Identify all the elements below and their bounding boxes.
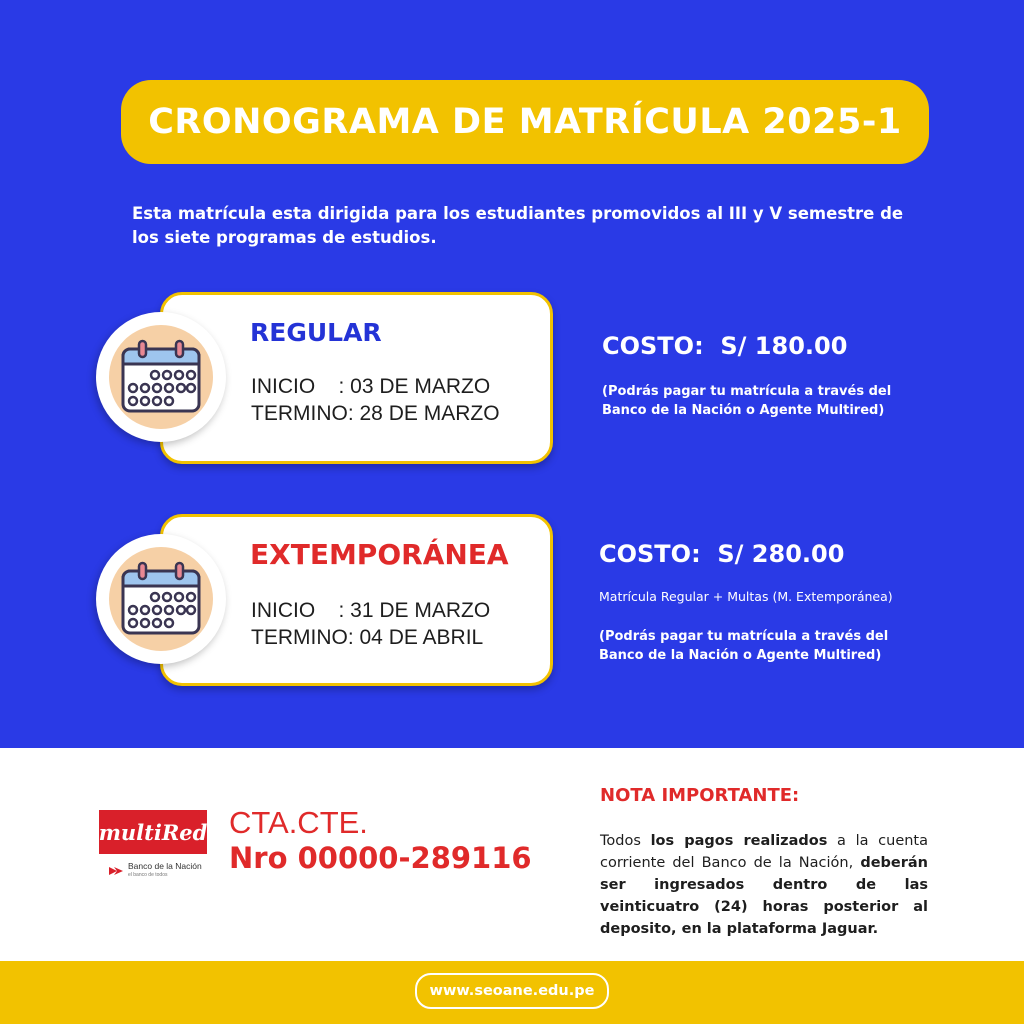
extemporanea-title: EXTEMPORÁNEA <box>250 538 509 571</box>
regular-dates <box>251 373 500 427</box>
regular-end-date: TERMINO: 28 DE MARZO <box>251 402 500 425</box>
website-link[interactable]: www.seoane.edu.pe <box>415 973 609 1009</box>
page-title: CRONOGRAMA DE MATRÍCULA 2025-1 <box>121 80 929 164</box>
banco-nacion-icon <box>108 865 124 877</box>
note-text-3: a la cuenta corriente del Banco de la Nación, <box>600 833 928 871</box>
note-text-4: deberán ser ingresados dentro de las veinticuatro (24) horas posterior al deposito, en la plataforma Jaguar. <box>600 855 928 937</box>
account-label: CTA.CTE. <box>229 805 368 840</box>
banco-nacion-logo <box>108 862 202 880</box>
note-text-1: Todos <box>600 833 651 849</box>
note-title: NOTA IMPORTANTE: <box>600 785 800 806</box>
extemporanea-end-date: TERMINO: 04 DE ABRIL <box>251 626 484 649</box>
extemporanea-payment-note: (Podrás pagar tu matrícula a través del Banco de la Nación o Agente Multired) <box>599 629 889 663</box>
regular-payment-note: (Podrás pagar tu matrícula a través del Banco de la Nación o Agente Multired) <box>602 384 892 418</box>
extemporanea-icon-circle <box>96 534 226 664</box>
regular-cost: COSTO: S/ 180.00 <box>602 332 848 360</box>
calendar-icon <box>119 339 203 415</box>
note-text-2: los pagos realizados <box>650 833 828 849</box>
extemporanea-start-date: INICIO : 31 DE MARZO <box>251 599 491 622</box>
intro-text: Esta matrícula esta dirigida para los estudiantes promovidos al III y V semestre de los siete programas de estudios. <box>132 204 904 247</box>
multired-logo: multiRed <box>99 810 207 854</box>
banco-nacion-name: Banco de la Nación <box>128 861 202 871</box>
extemporanea-cost-formula: Matrícula Regular + Multas (M. Extemporánea) <box>599 589 893 604</box>
regular-icon-circle <box>96 312 226 442</box>
note-body <box>600 830 928 940</box>
regular-title: REGULAR <box>250 318 382 347</box>
regular-start-date: INICIO : 03 DE MARZO <box>251 375 491 398</box>
account-number: Nro 00000-289116 <box>229 841 532 875</box>
calendar-icon <box>119 561 203 637</box>
banco-nacion-tagline: el banco de todos <box>128 872 168 878</box>
extemporanea-cost: COSTO: S/ 280.00 <box>599 540 845 568</box>
extemporanea-dates <box>251 597 490 651</box>
